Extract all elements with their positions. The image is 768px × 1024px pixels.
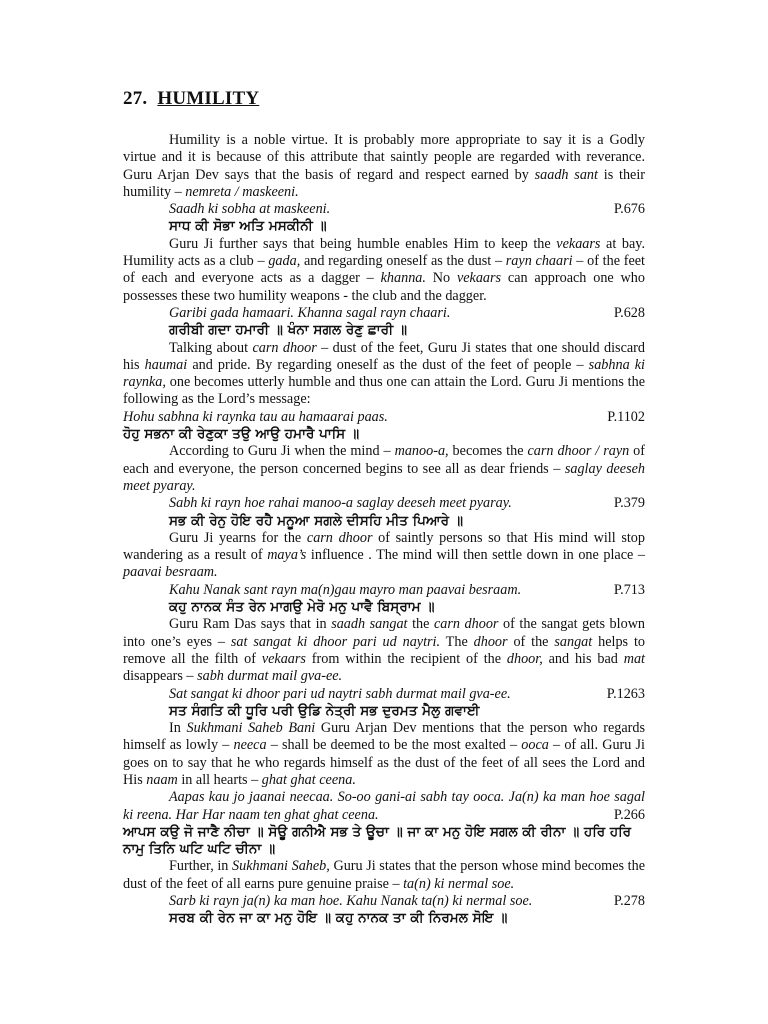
page-reference: P.266 [613, 806, 645, 823]
paragraph-8: Further, in Sukhmani Saheb, Guru Ji states that the person whose mind becomes the dust of the feet of all earns pure genuine praise – ta(n) ki nermal soe. [123, 858, 645, 892]
quote-roman-8: Sarb ki rayn ja(n) ka man hoe. Kahu Nanak ta(n) ki nermal soe. P.278 [169, 893, 645, 910]
paragraph-3: Talking about carn dhoor – dust of the feet, Guru Ji states that one should discard his haumai and pride. By regarding oneself as the dust of the feet of people – sabhna ki raynka, one becomes utterly humble and thus one can attain the Lord. Guru Ji mentions the following as the Lord’s message: [123, 339, 645, 408]
paragraph-5: Guru Ji yearns for the carn dhoor of saintly persons so that His mind will stop wandering as a result of maya’s influence . The mind will then settle down in one place – paavai besraam. [123, 529, 645, 581]
quote-roman-3: Hohu sabhna ki raynka tau au hamaarai paas. P.1102 [123, 408, 645, 425]
paragraph-1: Humility is a noble virtue. It is probably more appropriate to say it is a Godly virtue and it is because of this attribute that saintly people are regarded with reverance. Guru Arjan Dev says that the basis of regard and respect earned by saadh sant is their humility – nemreta / maskeeni. [123, 132, 645, 200]
page-reference: P.278 [613, 893, 645, 910]
quote-gurmukhi-7: ਆਪਸ ਕਉ ਜੋ ਜਾਣੈ ਨੀਚਾ ॥ ਸੋਊ ਗਨੀਐ ਸਭ ਤੇ ਊਚਾ ॥ ਜਾ ਕਾ ਮਨੁ ਹੋਇ ਸਗਲ ਕੀ ਰੀਨਾ ॥ ਹਰਿ ਹਰਿ ਨਾਮੁ ਤਿਨਿ ਘਟਿ ਘਟਿ ਚੀਨਾ ॥ [123, 823, 632, 858]
paragraph-7: In Sukhmani Saheb Bani Guru Arjan Dev mentions that the person who regards himself as lowly – neeca – shall be deemed to be the most exalted – ooca – of all. Guru Ji goes on to say that he who regards himself as the dust of the feet of all sees the Lord and His naam in all hearts – ghat ghat ceena. [123, 720, 645, 788]
quote-roman-1: Saadh ki sobha at maskeeni. P.676 [169, 201, 645, 218]
document-page [123, 88, 645, 928]
chapter-heading [123, 88, 645, 110]
quote-gurmukhi-5: ਕਹੁ ਨਾਨਕ ਸੰਤ ਰੇਨ ਮਾਗਉ ਮੇਰੋ ਮਨੁ ਪਾਵੈ ਬਿਸ੍ਰਾਮ ॥ [169, 599, 435, 616]
paragraph-2: Guru Ji further says that being humble enables Him to keep the vekaars at bay. Humility acts as a club – gada, and regarding oneself as the dust – rayn chaari – of the feet of each and everyone acts as a dagger – khanna. No vekaars can approach one who possesses these two humility weapons - the club and the dagger. [123, 235, 645, 304]
page-reference: P.676 [613, 201, 645, 218]
page-reference: P.379 [613, 495, 645, 512]
quote-gurmukhi-2: ਗਰੀਬੀ ਗਦਾ ਹਮਾਰੀ ॥ ਖੰਨਾ ਸਗਲ ਰੇਣੁ ਛਾਰੀ ॥ [169, 322, 408, 339]
paragraph-4: According to Guru Ji when the mind – manoo-a, becomes the carn dhoor / rayn of each and everyone, the person concerned begins to see all as dear friends – saglay deeseh meet pyaray. [123, 443, 646, 494]
quote-gurmukhi-6: ਸਤ ਸੰਗਤਿ ਕੀ ਧੂਰਿ ਪਰੀ ਉਡਿ ਨੇਤ੍ਰੀ ਸਭ ਦੁਰਮਤ ਮੈਲੁ ਗਵਾਈ [169, 702, 480, 719]
quote-gurmukhi-3: ਹੋਹੁ ਸਭਨਾ ਕੀ ਰੇਣੁਕਾ ਤਉ ਆਉ ਹਮਾਰੈ ਪਾਸਿ ॥ [123, 426, 360, 443]
chapter-title: HUMILITY [157, 88, 260, 109]
quote-roman-2: Garibi gada hamaari. Khanna sagal rayn chaari. P.628 [169, 304, 645, 321]
quote-gurmukhi-4: ਸਭ ਕੀ ਰੇਨੁ ਹੋਇ ਰਹੈ ਮਨੂਆ ਸਗਲੇ ਦੀਸਹਿ ਮੀਤ ਪਿਆਰੇ ॥ [169, 512, 463, 529]
quote-gurmukhi-8: ਸਰਬ ਕੀ ਰੇਨ ਜਾ ਕਾ ਮਨੁ ਹੋਇ ॥ ਕਹੁ ਨਾਨਕ ਤਾ ਕੀ ਨਿਰਮਲ ਸੋਇ ॥ [169, 910, 508, 927]
quote-roman-7: Aapas kau jo jaanai neecaa. So-oo gani-ai sabh tay ooca. Ja(n) ka man hoe sagal ki reena. Har Har naam ten ghat ghat ceena. P.266 [123, 789, 645, 823]
quote-roman-4: Sabh ki rayn hoe rahai manoo-a saglay deeseh meet pyaray. P.379 [169, 495, 645, 512]
quote-roman-6: Sat sangat ki dhoor pari ud naytri sabh durmat mail gva-ee. P.1263 [169, 685, 645, 702]
quote-gurmukhi-1: ਸਾਧ ਕੀ ਸੋਭਾ ਅਤਿ ਮਸਕੀਨੀ ॥ [169, 218, 327, 235]
page-reference: P.1263 [606, 685, 645, 702]
paragraph-6: Guru Ram Das says that in saadh sangat the carn dhoor of the sangat gets blown into one’s eyes – sat sangat ki dhoor pari ud naytri. The dhoor of the sangat helps to remove all the filth of vekaars from within the recipient of the dhoor, and his bad mat disappears – sabh durmat mail gva-ee. [123, 616, 646, 685]
page-reference: P.1102 [607, 408, 645, 425]
page-reference: P.713 [613, 581, 645, 598]
chapter-number: 27. [123, 88, 148, 109]
quote-roman-5: Kahu Nanak sant rayn ma(n)gau mayro man paavai besraam. P.713 [169, 581, 645, 598]
page-reference: P.628 [613, 304, 645, 321]
